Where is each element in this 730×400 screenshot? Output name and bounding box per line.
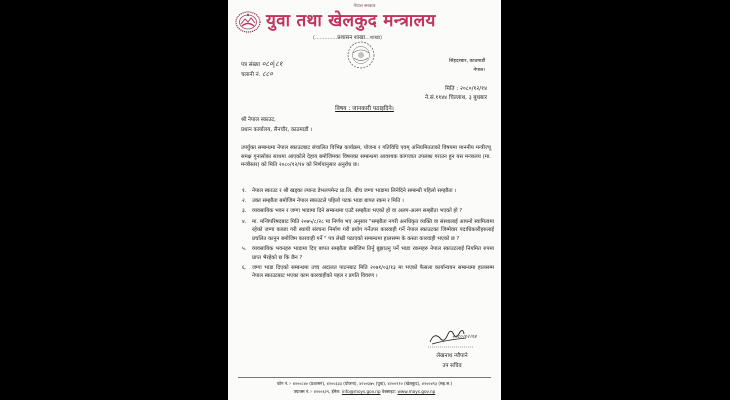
signer-block [428,351,476,371]
reference-block [241,60,282,80]
ministry-title: युवा तथा खेलकुद मन्त्रालय [266,11,436,31]
list-item-number: ६. [242,264,247,271]
footer-contact-line [228,388,501,396]
nepal-sambat-date-line: ने.सं.११४४ चिल्लाथ, ३ बुधबार [424,94,487,101]
subject-line: विषय : जानकारी पठाइदिने। [335,106,394,112]
footer-website-label: वेबसाइट: [381,389,397,394]
recipient-line: प्रधान कार्यालय, लैनचौर, काठमाडौं । [241,127,313,133]
office-stamp-icon [342,40,380,70]
list-item-number: ५. [242,245,247,252]
list-item-text: व्यवसायिक भवनहरु भाडामा दिए बापत सम्झौता बमोजिम तिर्नु बुझाउनु पर्ने भाडा रकमहरु नेपाल स्काउटलाई नियमित रुपमा प्राप्त भैरहेको छ कि छैन ? [252,245,494,261]
request-list [242,187,494,283]
branch-name: प्रशासन शाखा [337,35,366,41]
office-address [449,57,485,75]
list-item [242,218,494,244]
footer-phone-line: फोन नं.:- ४२००८४० (प्रशासन), ४२००३३३ (योजना), ४२००३७५ (युवा), ४२००११० (खेलकुद), ४२००४९३ (सह.स.) [276,381,453,386]
branch-prefix: (.............. [313,35,338,41]
list-item [242,245,494,262]
list-item-text: व्यवसायिक भवन र जग्गा भाडामा दिने सम्बन्धमा एउटै सम्झौता भएको हो वा अलग-अलग सम्झौता भएको हो ? [252,208,463,215]
address-line: नेपाल। [473,68,486,73]
list-item [242,207,494,216]
letter-page [228,0,501,400]
list-item [242,187,494,196]
recipient-line: श्री नेपाल स्काउट, [241,117,276,123]
dispatch-number-value: ८८० [262,70,273,78]
address-line: सिंहदरबार, काठमाडौं [449,59,486,64]
list-item-text: नेपाल स्काउट र श्री खड्का ल्यान्ड डेभलपमेन्ट प्रा.लि. बीच जग्गा भाडामा लिनेदिने सम्बन्धी पहिलो सम्झौता । [252,188,457,194]
letter-number-row [241,60,282,70]
footer-website-link[interactable]: www.moys.gov.np [397,389,436,394]
nepal-emblem-icon [235,11,261,33]
dispatch-number-row [241,70,282,80]
letter-number-label: पत्र संख्या [241,62,261,68]
branch-suffix: ...शाखा) [365,35,382,41]
body-paragraph: उपर्युक्त सम्बन्धमा नेपाल स्काउटबाट संचालित विभिन्न कार्यक्रम, योजना र गतिविधि एवम् अनियमितताको विषयमा माननीय मन्त्रीज्यू समक्ष गुनासोका साथमा आएकोले देहाय बमोजिमका विषयका सम्बन्धमा आवश्यक कागजात उपलब्ध गराउन हुन यस मन्त्रालय (मा. मन्त्रीस्तर) को मिति २०८०/१२/१४ को निर्णयानुसार अनुरोध छ। [241,145,491,169]
list-item-number: २. [242,198,247,205]
recipient-block [241,115,312,135]
date-line: मिति : २०८०/१२/१४ [445,86,487,92]
letter-number-value: ०८०|८१ [261,60,283,68]
date-block [425,85,487,102]
list-item-text: उक्त सम्झौता बमोजिम नेपाल स्काउटले पहिलो पटक भाडा बापत रकम र मिति । [252,198,404,205]
footer-fax-label: फ्याक्स नं.:- ४२००६२९, ईमेल: [293,389,341,394]
footer-email-link[interactable]: info@moys.gov.np [341,389,381,394]
list-item-number: १. [242,188,247,194]
list-item-number: ३. [242,208,247,215]
footer-divider [238,377,491,378]
signer-title: उप सचिव [442,363,462,369]
list-item [242,264,494,281]
list-item-text: मा. मन्त्रिपरिषदबाट मिति २०७५/८/२८ मा निर्णय भए अनुसार "सम्झौता नगरी अनधिकृत व्यक्ति वा संस्थालाई आफ्नो स्वामित्वमा रहेको जग्गा कब्जा गरी स्थायी संरचना निर्माण गरी प्रयोग गर्नेउपर कारवाही गर्ने नेपाल स्काउटका जिम्मेवार पदाधिकारीहरुलाई प्रचलित कानुन बमोजिम कारवाही गर्ने " पत्र लेखी पठाएको सम्बन्धमा हालसम्म के कस्ता कारवाही भएको छ ? [252,218,494,242]
list-item-number: ४. [242,218,247,225]
government-label: नेपाल सरकार [353,4,376,9]
signature-date-annotation: २०८०।१२।१४ [452,334,477,340]
dispatch-number-label: चलानी नं. [241,72,261,78]
list-item-text: जग्गा भाडा दिएको सम्बन्धमा उच्च अदालत पाटनबाट मिति २०७१/०३/१३ मा भएको फैसला कार्यान्वयन सम्बन्धमा हालसम्म नेपाल स्काउटबाट भएका काम कारवाहीको पहल र प्रगति विवरण । [252,264,494,280]
list-item [242,197,494,206]
signer-name: लेखनाथ न्यौपाने [436,353,468,359]
